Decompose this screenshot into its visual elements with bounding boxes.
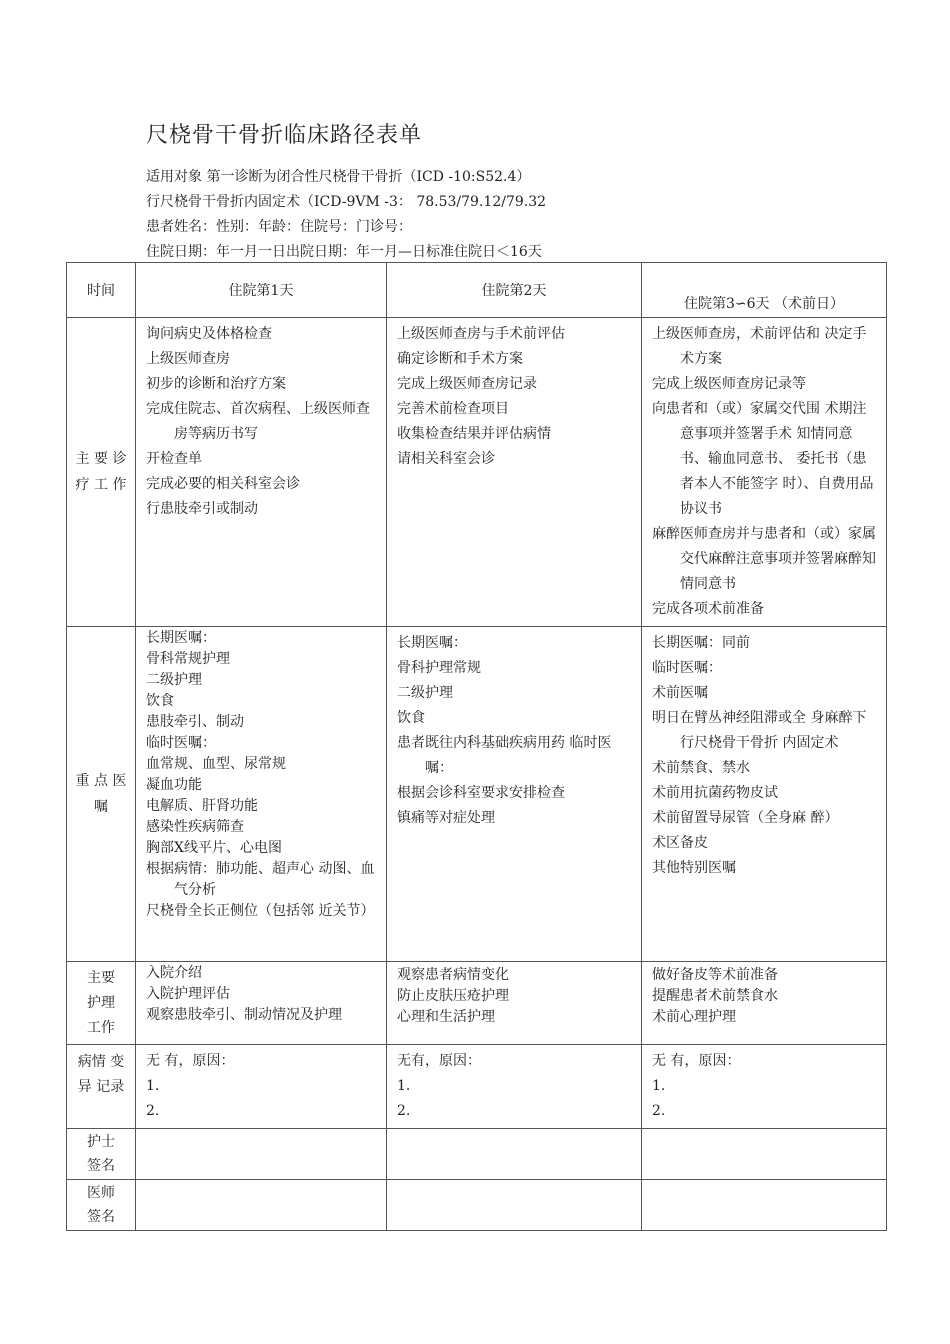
list-item: 明日在臂丛神经阻滞或全 身麻醉下行尺桡骨干骨折 内固定术 <box>652 710 867 751</box>
header-day2: 住院第2天 <box>387 263 642 318</box>
row-label-nursing: 主要 护理 工作 <box>67 962 136 1045</box>
list-item: 饮食 <box>397 710 425 726</box>
list-item: 完成上级医师查房记录等 <box>652 376 806 392</box>
list-item: 长期医嘱： <box>146 630 216 646</box>
list-item: 上级医师查房 <box>146 351 230 367</box>
cell-variance-day2 <box>387 1045 642 1129</box>
list-item: 入院介绍 <box>146 965 202 981</box>
list-item: 1. <box>146 1078 160 1094</box>
list-item: 完成上级医师查房记录 <box>397 376 537 392</box>
cell-nursing-day3 <box>642 962 887 1045</box>
list-item: 入院护理评估 <box>146 986 230 1002</box>
cell-treatment-day1 <box>136 318 387 627</box>
page-title: 尺桡骨干骨折临床路径表单 <box>146 123 423 148</box>
list-item: 完成住院志、首次病程、上级医师查房等病历书写 <box>146 401 370 442</box>
nurse-sign-day1 <box>136 1129 387 1180</box>
row-label-treatment: 主 要 诊 疗 工 作 <box>67 318 136 627</box>
list-item: 麻醉医师查房并与患者和（或）家属交代麻醉注意事项并签署麻醉知情同意书 <box>652 526 876 592</box>
list-item: 询问病史及体格检查 <box>146 326 272 342</box>
list-item: 无 有，原因： <box>652 1053 741 1069</box>
cell-nursing-day2 <box>387 962 642 1045</box>
list-item: 其他特别医嘱 <box>652 860 736 876</box>
list-item: 骨科常规护理 <box>146 651 230 667</box>
list-item: 确定诊断和手术方案 <box>397 351 523 367</box>
doctor-sign-day2 <box>387 1180 642 1231</box>
list-item: 1. <box>397 1078 411 1094</box>
cell-treatment-day2 <box>387 318 642 627</box>
header-time: 时间 <box>67 263 136 318</box>
list-item: 请相关科室会诊 <box>397 451 495 467</box>
list-item: 二级护理 <box>397 685 453 701</box>
list-item: 镇痛等对症处理 <box>397 810 495 826</box>
cell-variance-day1 <box>136 1045 387 1129</box>
list-item: 无有，原因： <box>397 1053 481 1069</box>
header-row <box>67 263 887 318</box>
meta-line-dates: 住院日期：年一月一日出院日期：年一月—日标准住院日＜16天 <box>146 244 542 260</box>
row-label-nurse-sign: 护士 签名 <box>67 1129 136 1180</box>
list-item: 电解质、肝肾功能 <box>146 798 258 814</box>
cell-orders-day2 <box>387 627 642 962</box>
nurse-sign-day2 <box>387 1129 642 1180</box>
header-day3: 住院第3∽6天 （术前日） <box>642 263 887 318</box>
table-row-variance <box>67 1045 887 1129</box>
list-item: 提醒患者术前禁食水 <box>652 988 778 1004</box>
list-item: 饮食 <box>146 693 174 709</box>
list-item: 长期医嘱：同前 <box>652 635 750 651</box>
table-row-orders <box>67 627 887 962</box>
list-item: 2. <box>146 1103 160 1119</box>
list-item: 2. <box>397 1103 411 1119</box>
table-row-nurse-sign <box>67 1129 887 1180</box>
list-item: 胸部X线平片、心电图 <box>146 840 282 856</box>
list-item: 患肢牵引、制动 <box>146 714 244 730</box>
list-item: 防止皮肤压疮护理 <box>397 988 509 1004</box>
doctor-sign-day1 <box>136 1180 387 1231</box>
cell-nursing-day1 <box>136 962 387 1045</box>
list-item: 上级医师查房与手术前评估 <box>397 326 565 342</box>
list-item: 完成必要的相关科室会诊 <box>146 476 300 492</box>
header-day1: 住院第1天 <box>136 263 387 318</box>
list-item: 完善术前检查项目 <box>397 401 509 417</box>
meta-line-procedure: 行尺桡骨干骨折内固定术（ICD-9VM -3： 78.53/79.12/79.32 <box>146 194 547 210</box>
list-item: 行患肢牵引或制动 <box>146 501 258 517</box>
list-item: 心理和生活护理 <box>397 1009 495 1025</box>
list-item: 观察患肢牵引、制动情况及护理 <box>146 1007 342 1023</box>
list-item: 2. <box>652 1103 666 1119</box>
list-item: 术前禁食、禁水 <box>652 760 750 776</box>
list-item: 术前医嘱 <box>652 685 708 701</box>
list-item: 开检查单 <box>146 451 202 467</box>
cell-orders-day1 <box>136 627 387 962</box>
list-item: 1. <box>652 1078 666 1094</box>
row-label-doctor-sign: 医师 签名 <box>67 1180 136 1231</box>
list-item: 术前用抗菌药物皮试 <box>652 785 778 801</box>
meta-line-patient: 患者姓名：性别：年龄：住院号：门诊号： <box>146 219 412 235</box>
list-item: 完成各项术前准备 <box>652 601 764 617</box>
table-row-nursing <box>67 962 887 1045</box>
table-row-doctor-sign <box>67 1180 887 1231</box>
table-row-treatment <box>67 318 887 627</box>
list-item: 血常规、血型、尿常规 <box>146 756 286 772</box>
list-item: 根据会诊科室要求安排检查 <box>397 785 565 801</box>
list-item: 骨科护理常规 <box>397 660 481 676</box>
list-item: 向患者和（或）家属交代围 术期注意事项并签署手术 知情同意书、输血同意书、 委托书（患者本人不能签字 时）、自费用品协议书 <box>652 401 874 517</box>
cell-variance-day3 <box>642 1045 887 1129</box>
list-item: 患者既往内科基础疾病用药 临时医嘱： <box>397 735 612 776</box>
list-item: 感染性疾病筛查 <box>146 819 244 835</box>
doctor-sign-day3 <box>642 1180 887 1231</box>
list-item: 无 有，原因： <box>146 1053 235 1069</box>
list-item: 上级医师查房，术前评估和 决定手术方案 <box>652 326 867 367</box>
list-item: 术区备皮 <box>652 835 708 851</box>
clinical-pathway-table <box>66 262 887 1231</box>
nurse-sign-day3 <box>642 1129 887 1180</box>
list-item: 初步的诊断和治疗方案 <box>146 376 286 392</box>
list-item: 收集检查结果并评估病情 <box>397 426 551 442</box>
list-item: 尺桡骨全长正侧位（包括邻 近关节） <box>146 903 375 919</box>
list-item: 临时医嘱： <box>146 735 216 751</box>
list-item: 术前留置导尿管（全身麻 醉） <box>652 810 839 826</box>
list-item: 临时医嘱： <box>652 660 722 676</box>
list-item: 做好备皮等术前准备 <box>652 967 778 983</box>
list-item: 凝血功能 <box>146 777 202 793</box>
list-item: 长期医嘱： <box>397 635 467 651</box>
list-item: 根据病情：肺功能、超声心 动图、血气分析 <box>146 861 375 898</box>
row-label-variance: 病情 变 异 记录 <box>67 1045 136 1129</box>
cell-treatment-day3 <box>642 318 887 627</box>
list-item: 术前心理护理 <box>652 1009 736 1025</box>
list-item: 二级护理 <box>146 672 202 688</box>
cell-orders-day3 <box>642 627 887 962</box>
list-item: 观察患者病情变化 <box>397 967 509 983</box>
row-label-orders: 重 点 医 嘱 <box>67 627 136 962</box>
meta-line-scope: 适用对象 第一诊断为闭合性尺桡骨干骨折（ICD -10:S52.4） <box>146 169 531 185</box>
